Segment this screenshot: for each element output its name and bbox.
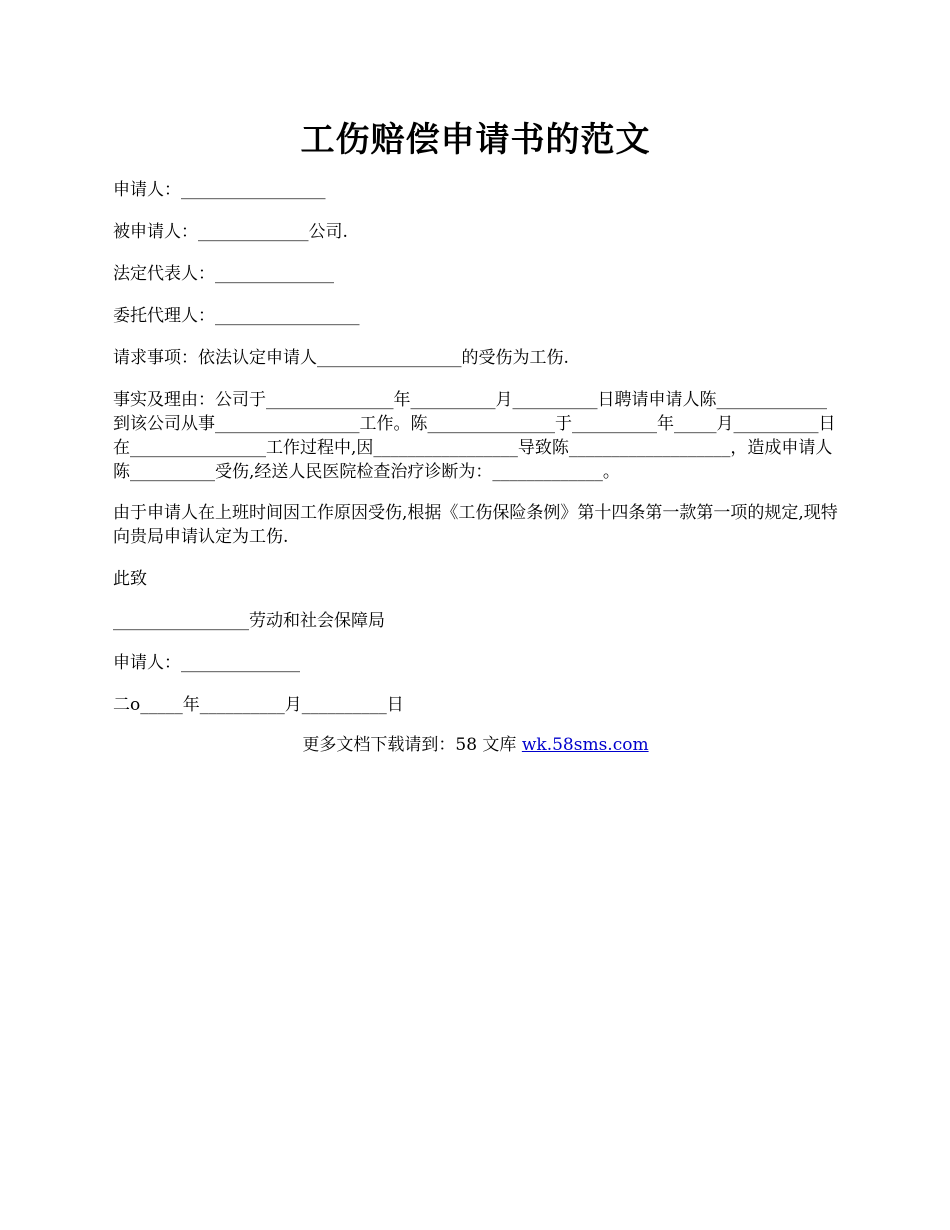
download-footer: [113, 733, 838, 757]
facts-reasons-paragraph: 事实及理由：公司于_______________年__________月__________日聘请申请人陈_____________到该公司从事_________________工作。陈_______________于__________年_____月__________日在________________工作过程中,因_________________导致陈___________________，造成申请人陈__________受伤,经送人民医院检查治疗诊断为：_____________。: [113, 390, 836, 482]
legal-representative-line: 法定代表人：______________: [113, 264, 334, 284]
footer-text: 更多文档下载请到：58 文库: [302, 735, 522, 755]
agent-line: 委托代理人：_________________: [113, 306, 360, 326]
respondent-line: 被申请人：_____________公司.: [113, 222, 348, 242]
basis-paragraph: 由于申请人在上班时间因工作原因受伤,根据《工伤保险条例》第十四条第一款第一项的规定,现特向贵局申请认定为工伤.: [113, 503, 838, 547]
signature-line: 申请人：______________: [113, 653, 300, 673]
applicant-line: 申请人：_________________: [113, 180, 326, 200]
date-line: 二o_____年__________月__________日: [113, 695, 404, 715]
recipient-bureau-line: ________________劳动和社会保障局: [113, 611, 385, 631]
request-line: 请求事项：依法认定申请人_________________的受伤为工伤.: [113, 348, 569, 368]
document-body: [113, 178, 838, 717]
document-title: 工伤赔偿申请书的范文: [300, 120, 651, 160]
salutation-line: 此致: [113, 569, 147, 589]
download-link[interactable]: wk.58sms.com: [521, 735, 649, 755]
